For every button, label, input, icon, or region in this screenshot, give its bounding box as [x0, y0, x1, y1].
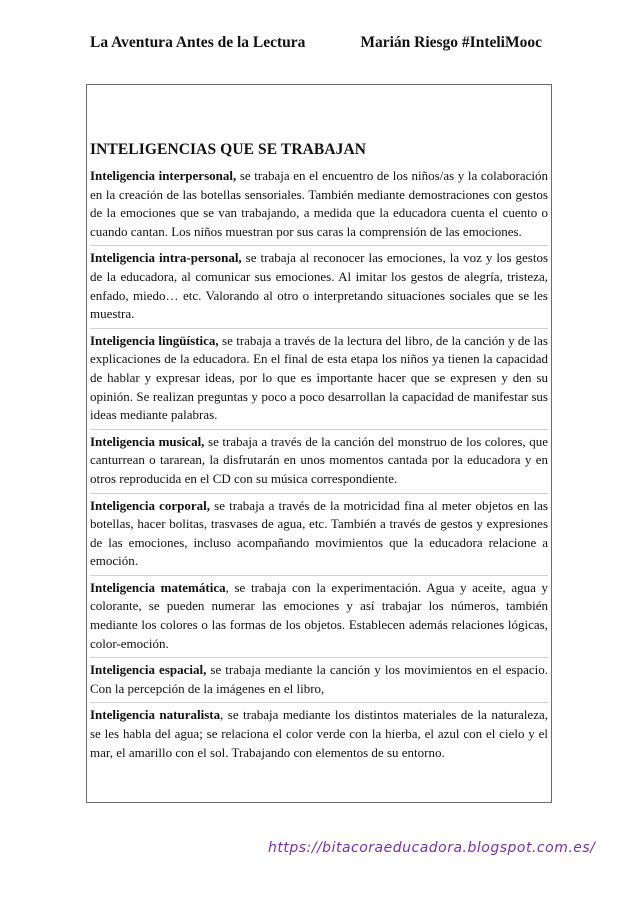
paragraph-linguistica	[90, 329, 548, 430]
main-content	[90, 141, 548, 766]
paragraph-naturalista	[90, 703, 548, 766]
paragraph-text: se trabaja a través de la lectura del libro, de la canción y de las explicaciones de la educadora. En el final de esta etapa los niños ya tienen la capacidad de hablar y expresar ideas, por lo que es importante hacer que se expresen y den su opinión. Se realizan preguntas y poco a poco desarrollan la capacidad de manifestar sus ideas mediante palabras.	[90, 332, 548, 423]
paragraph-term: Inteligencia musical,	[90, 433, 205, 449]
blog-link[interactable]: https://bitacoraeducadora.blogspot.com.es/	[268, 840, 596, 856]
paragraph-term: Inteligencia naturalista	[90, 707, 221, 723]
paragraph-text: se trabaja a través de la canción del monstruo de los colores, que canturrean o tararean, la disfrutarán en unos momentos cantada por la educadora y en otros reproducida en el CD con su música correspondiente.	[90, 433, 548, 486]
paragraph-term: Inteligencia corporal,	[90, 497, 211, 513]
paragraph-term: Inteligencia matemática	[90, 579, 226, 595]
paragraph-text: , se trabaja con la experimentación. Agua y aceite, agua y colorante, se pueden numerar las emociones y así trabajar los números, también mediante los colores o las formas de los objetos. Establecen además relaciones lógicas, color-emoción.	[90, 579, 548, 651]
paragraph-espacial	[90, 658, 548, 703]
paragraph-musical	[90, 430, 548, 494]
paragraph-term: Inteligencia intra-personal,	[90, 250, 242, 266]
section-title: INTELIGENCIAS QUE SE TRABAJAN	[90, 141, 367, 158]
paragraph-term: Inteligencia espacial,	[90, 662, 207, 678]
paragraph-matematica	[90, 576, 548, 658]
page-header	[90, 34, 548, 52]
paragraph-text: se trabaja mediante la canción y los movimientos en el espacio. Con la percepción de la imágenes en el libro,	[90, 662, 549, 696]
paragraph-text: , se trabaja mediante los distintos materiales de la naturaleza, se les habla del agua; se relaciona el color verde con la hierba, el azul con el cielo y el mar, el amarillo con el sol. Trabajando con elementos de su entorno.	[90, 707, 548, 760]
header-author: Marián Riesgo #InteliMooc	[360, 34, 542, 51]
header-book-title: La Aventura Antes de la Lectura	[90, 34, 306, 51]
paragraph-intrapersonal	[90, 246, 548, 328]
paragraph-term: Inteligencia interpersonal,	[90, 168, 237, 183]
paragraph-text: se trabaja a través de la motricidad fina al meter objetos en las botellas, hacer bolitas, trasvases de agua, etc. También a través de gestos y expresiones de las emociones, incluso acompañando movimientos que la educadora relacione a emoción.	[90, 497, 548, 569]
paragraph-text: se trabaja en el encuentro de los niños/as y la colaboración en la creación de las botellas sensoriales. También mediante demostraciones con gestos de la emociones que se van trabajando, a medida que la educadora cuenta el cuento o cuando cantan. Los niños muestran por sus caras la comprensión de las emociones.	[90, 168, 548, 239]
paragraph-corporal	[90, 494, 548, 576]
paragraph-text: se trabaja al reconocer las emociones, la voz y los gestos de la educadora, al comunicar sus emociones. Al imitar los gestos de alegría, tristeza, enfado, miedo… etc. Valorando al otro o interpretando situaciones sociales que se les muestra.	[90, 250, 549, 322]
paragraph-interpersonal	[90, 164, 548, 246]
paragraph-term: Inteligencia lingüística,	[90, 332, 219, 348]
